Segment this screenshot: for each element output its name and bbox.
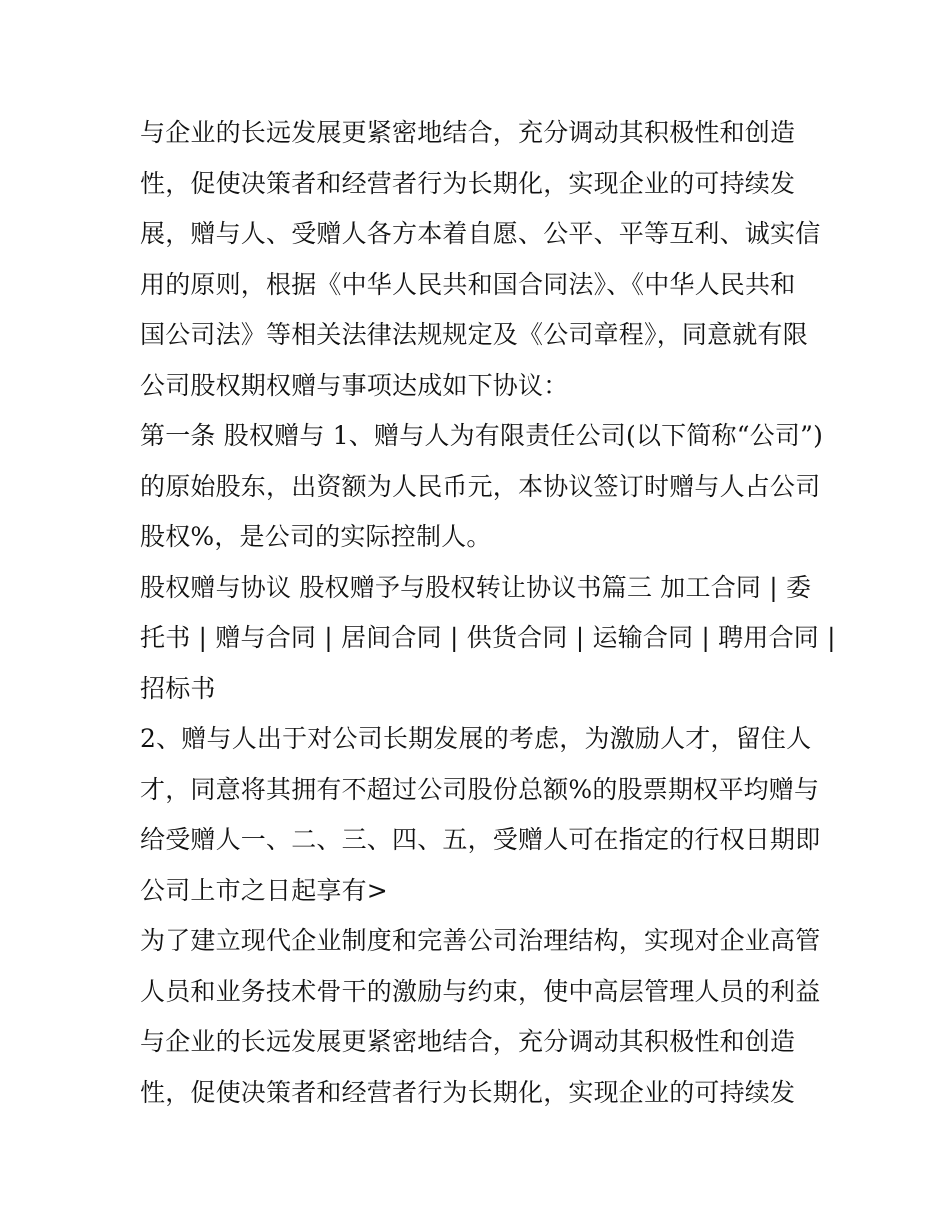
text-line: 2、赠与人出于对公司长期发展的考虑，为激励人才，留住人 bbox=[140, 724, 812, 753]
text-line: 展，赠与人、受赠人各方本着自愿、公平、平等互利、诚实信 bbox=[140, 219, 821, 248]
text-line: 为了建立现代企业制度和完善公司治理结构，实现对企业高管 bbox=[140, 926, 821, 955]
text-line: 的原始股东，出资额为人民币元，本协议签订时赠与人占公司 bbox=[140, 471, 821, 501]
text-line: 人员和业务技术骨干的激励与约束，使中高层管理人员的利益 bbox=[140, 976, 821, 1006]
text-line: 公司上市之日起享有> bbox=[140, 875, 388, 905]
text-line: 股权%，是公司的实际控制人。 bbox=[140, 522, 492, 551]
document-body bbox=[140, 108, 836, 1118]
text-line: 公司股权期权赠与事项达成如下协议： bbox=[140, 370, 569, 400]
text-line: 托书 | 赠与合同 | 居间合同 | 供货合同 | 运输合同 | 聘用合同 | bbox=[140, 623, 836, 652]
text-line: 第一条 股权赠与 1、赠与人为有限责任公司(以下简称“公司”) bbox=[140, 421, 824, 450]
text-line: 性，促使决策者和经营者行为长期化，实现企业的可持续发 bbox=[140, 1077, 796, 1107]
text-line: 股权赠与协议 股权赠予与股权转让协议书篇三 加工合同 | 委 bbox=[140, 572, 812, 602]
text-line: 与企业的长远发展更紧密地结合，充分调动其积极性和创造 bbox=[140, 1027, 796, 1056]
text-line: 性，促使决策者和经营者行为长期化，实现企业的可持续发 bbox=[140, 168, 796, 198]
text-line: 给受赠人一、二、三、四、五，受赠人可在指定的行权日期即 bbox=[140, 825, 821, 854]
text-line: 用的原则，根据《中华人民共和国合同法》、《中华人民共和 bbox=[140, 269, 796, 299]
text-line: 才，同意将其拥有不超过公司股份总额%的股票期权平均赠与 bbox=[140, 774, 820, 804]
text-line: 国公司法》等相关法律法规规定及《公司章程》，同意就有限 bbox=[140, 320, 808, 349]
text-line: 与企业的长远发展更紧密地结合，充分调动其积极性和创造 bbox=[140, 118, 796, 147]
text-line: 招标书 bbox=[140, 673, 216, 703]
